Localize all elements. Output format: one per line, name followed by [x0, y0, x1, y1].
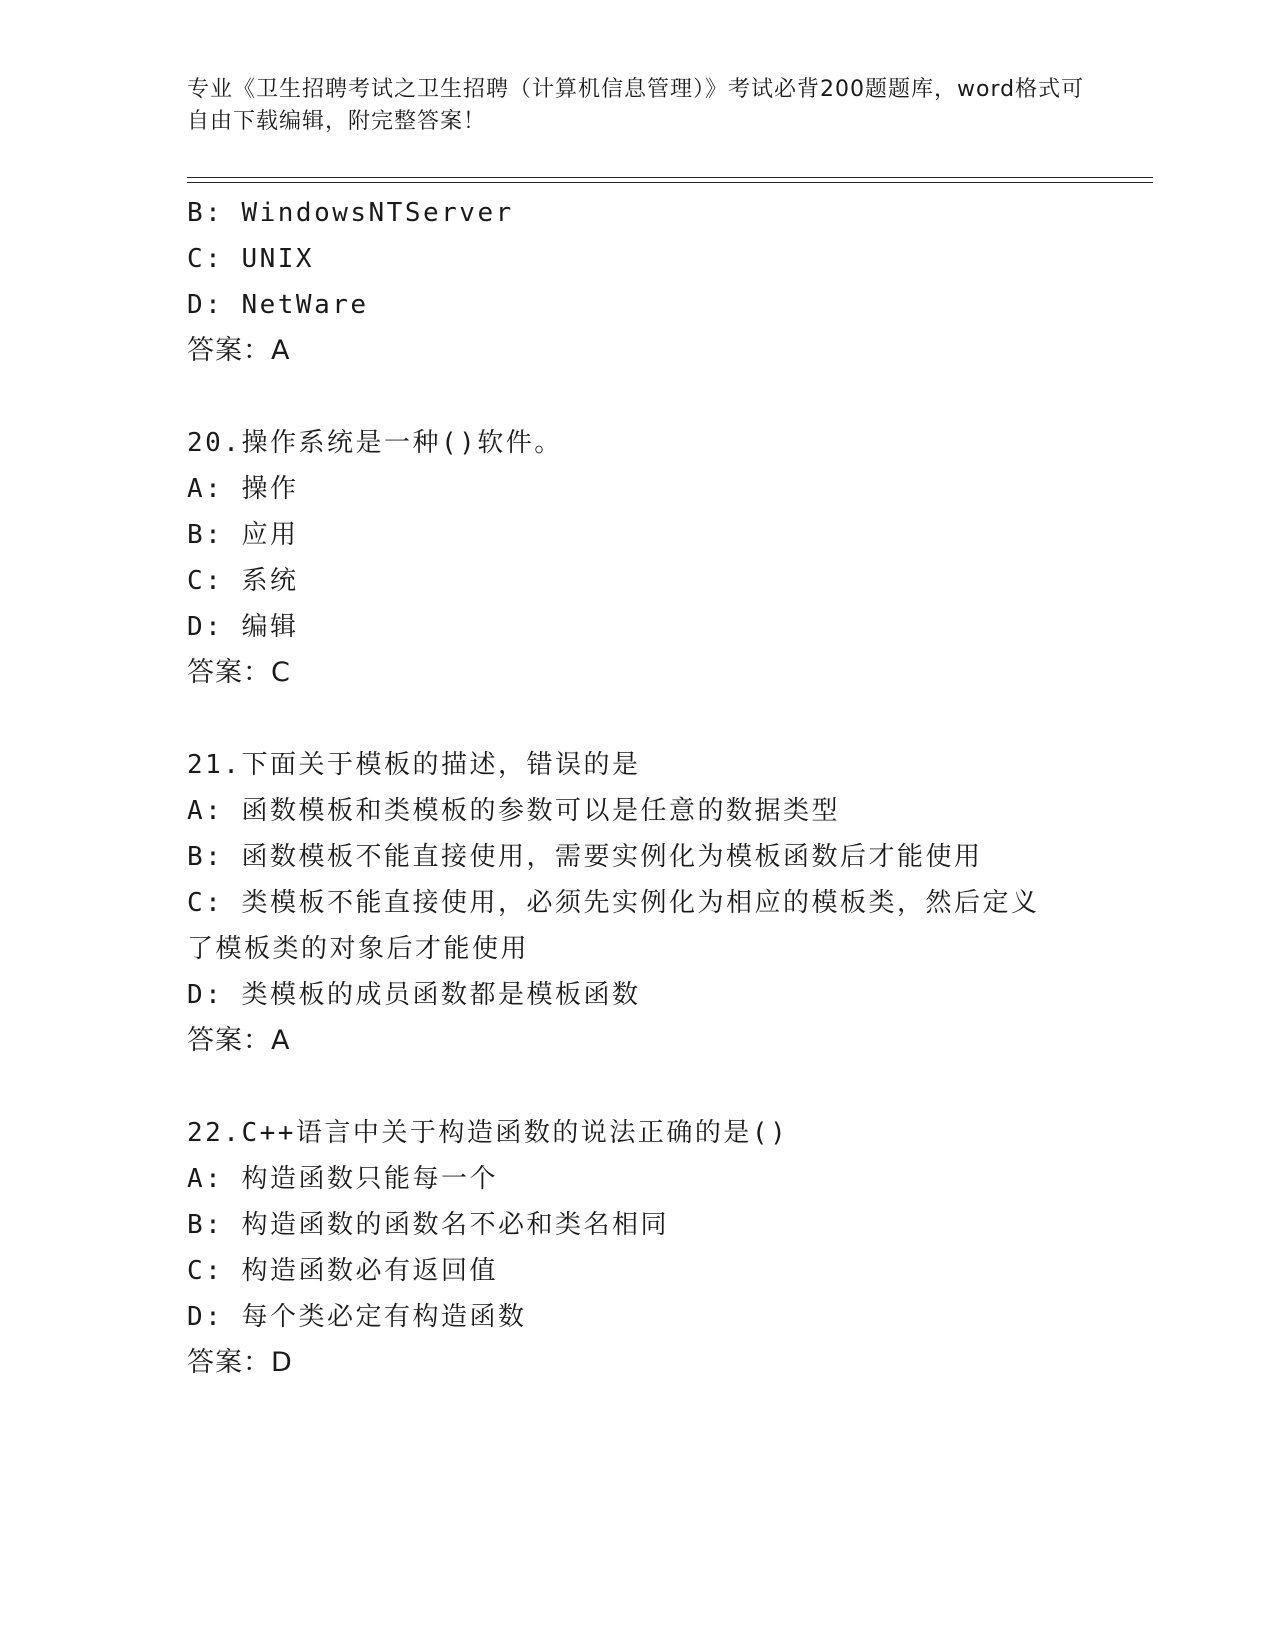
answer-line: 答案：C: [187, 657, 291, 688]
option-d: D: 编辑: [187, 612, 299, 642]
question-block-20: [187, 420, 1087, 696]
spacer: [187, 1064, 1087, 1110]
option-a: A: 构造函数只能每一个: [187, 1164, 498, 1194]
question-block-21: [187, 742, 1087, 1064]
option-d: D: 每个类必定有构造函数: [187, 1302, 527, 1332]
option-c: C: UNIX: [187, 244, 315, 274]
option-b: B: 构造函数的函数名不必和类名相同: [187, 1210, 669, 1240]
option-b: B: 函数模板不能直接使用，需要实例化为模板函数后才能使用: [187, 842, 983, 872]
answer-line: 答案：D: [187, 1347, 293, 1378]
answer-line: 答案：A: [187, 1025, 291, 1056]
option-b: B: WindowsNTServer: [187, 198, 514, 228]
option-b: B: 应用: [187, 520, 299, 550]
header-divider-top: [187, 177, 1153, 178]
question-text: 22.C++语言中关于构造函数的说法正确的是(): [187, 1118, 789, 1148]
option-a: A: 操作: [187, 474, 299, 504]
header-divider-bottom: [187, 182, 1153, 183]
question-block-19: [187, 190, 1087, 374]
question-list: [187, 190, 1087, 1386]
answer-line: 答案：A: [187, 335, 291, 366]
option-d: D: NetWare: [187, 290, 369, 320]
option-d: D: 类模板的成员函数都是模板函数: [187, 980, 641, 1010]
question-block-22: [187, 1110, 1087, 1386]
option-c: C: 构造函数必有返回值: [187, 1256, 498, 1286]
spacer: [187, 696, 1087, 742]
question-text: 21.下面关于模板的描述，错误的是: [187, 750, 641, 780]
option-a: A: 函数模板和类模板的参数可以是任意的数据类型: [187, 796, 840, 826]
option-c: C: 系统: [187, 566, 299, 596]
option-c: C: 类模板不能直接使用，必须先实例化为相应的模板类，然后定义了模板类的对象后才能使用: [187, 888, 1040, 964]
spacer: [187, 374, 1087, 420]
question-text: 20.操作系统是一种()软件。: [187, 428, 563, 458]
document-header: 专业《卫生招聘考试之卫生招聘（计算机信息管理）》考试必背200题题库，word格式可自由下载编辑，附完整答案！: [187, 77, 1085, 134]
